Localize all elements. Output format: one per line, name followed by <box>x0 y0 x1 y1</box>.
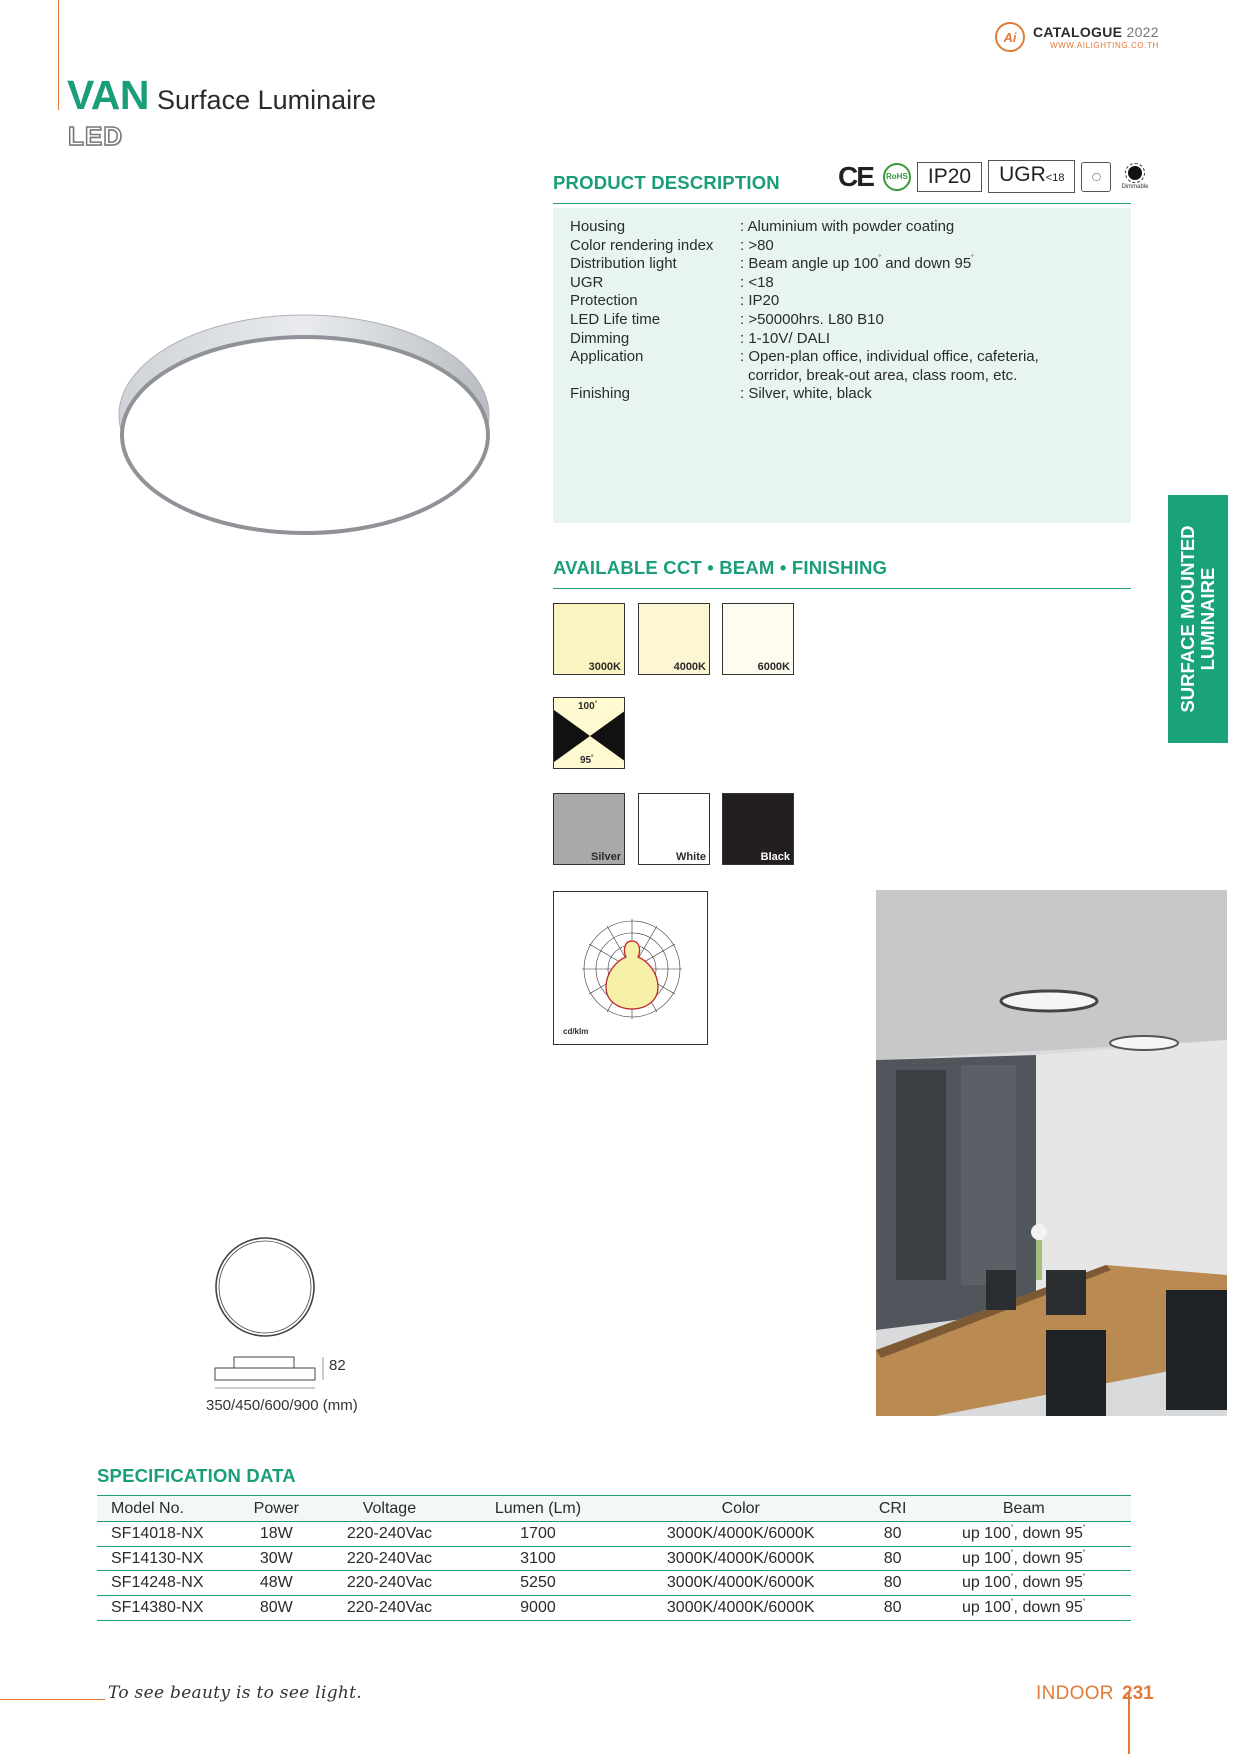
table-row: SF14130-NX 30W 220-240Vac 3100 3000K/4000K/6000K 80 up 100˚, down 95˚ <box>97 1546 1131 1571</box>
divider <box>553 203 1131 204</box>
dimmable-icon <box>1121 164 1148 190</box>
col-power: Power <box>237 1496 316 1522</box>
side-tab-line2: LUMINAIRE <box>1197 567 1218 671</box>
desc-row-distribution: Distribution light : Beam angle up 100˚ and down 95˚ <box>570 254 974 273</box>
ugr-main: UGR <box>999 163 1046 186</box>
col-cri: CRI <box>869 1496 917 1522</box>
available-options-title: AVAILABLE CCT • BEAM • FINISHING <box>553 557 888 578</box>
footer-tagline: To see beauty is to see light. <box>108 1683 362 1703</box>
brand-logo <box>995 22 1159 52</box>
desc-row-application-cont: corridor, break-out area, class room, etc. <box>748 366 1018 384</box>
application-room-photo <box>876 890 1227 1416</box>
table-row: SF14018-NX 18W 220-240Vac 1700 3000K/4000K/6000K 80 up 100˚, down 95˚ <box>97 1522 1131 1547</box>
desc-row-protection: Protection : IP20 <box>570 292 780 310</box>
logo-mark-icon: Ai <box>995 22 1025 52</box>
certification-icons <box>838 160 1148 193</box>
product-name: VAN <box>67 72 150 118</box>
driver-symbol-icon: ◯ <box>1081 162 1111 192</box>
beam-angle-diagram <box>553 697 625 769</box>
diameter-dimension: 350/450/600/900 (mm) <box>206 1397 358 1414</box>
table-header-row <box>97 1496 1131 1522</box>
cct-swatch-3000k: 3000K <box>553 603 625 675</box>
product-photo <box>115 310 493 540</box>
product-description-title: PRODUCT DESCRIPTION <box>553 172 780 193</box>
desc-row-cri: Color rendering index : >80 <box>570 236 774 254</box>
divider <box>553 588 1131 589</box>
finish-swatch-white: White <box>638 793 710 865</box>
col-voltage: Voltage <box>316 1496 464 1522</box>
col-lumen: Lumen (Lm) <box>463 1496 613 1522</box>
polar-light-distribution-diagram <box>553 891 708 1045</box>
ugr-badge <box>988 160 1075 193</box>
led-badge: LED <box>68 121 123 151</box>
accent-line-top <box>58 0 59 110</box>
side-tab-line1: SURFACE MOUNTED <box>1177 525 1198 713</box>
desc-row-application: Application : Open-plan office, individual office, cafeteria, <box>570 348 1039 366</box>
col-color: Color <box>613 1496 869 1522</box>
ce-mark-icon: CE <box>838 160 873 192</box>
table-row: SF14380-NX 80W 220-240Vac 9000 3000K/4000K/6000K 80 up 100˚, down 95˚ <box>97 1596 1131 1621</box>
desc-row-lifetime: LED Life time : >50000hrs. L80 B10 <box>570 310 884 328</box>
ip-rating-badge: IP20 <box>917 162 982 192</box>
polar-curve-graphic <box>554 892 707 1044</box>
description-panel <box>553 208 1131 523</box>
ugr-sub: <18 <box>1045 172 1065 184</box>
rohs-icon: RoHS <box>883 163 911 191</box>
dimension-drawing <box>195 1230 435 1420</box>
polar-unit-label: cd/klm <box>563 1027 589 1036</box>
col-model: Model No. <box>97 1496 237 1522</box>
product-subtitle: Surface Luminaire <box>157 85 377 115</box>
category-side-tab <box>1168 495 1228 743</box>
table-row: SF14248-NX 48W 220-240Vac 5250 3000K/4000K/6000K 80 up 100˚, down 95˚ <box>97 1571 1131 1596</box>
dimmable-label: Dimmable <box>1121 183 1149 190</box>
desc-row-dimming: Dimming : 1-10V/ DALI <box>570 329 831 347</box>
footer-section-label: INDOOR <box>1036 1683 1114 1704</box>
page-title <box>67 72 376 119</box>
catalogue-label: CATALOGUE <box>1033 24 1123 40</box>
spec-data-title: SPECIFICATION DATA <box>97 1465 296 1486</box>
page-number: 231 <box>1122 1683 1154 1704</box>
beam-down-label: 95˚ <box>580 754 594 766</box>
col-beam: Beam <box>917 1496 1131 1522</box>
desc-row-housing: Housing : Aluminium with powder coating <box>570 218 955 235</box>
cct-swatch-6000k: 6000K <box>722 603 794 675</box>
catalogue-year: 2022 <box>1126 24 1159 40</box>
height-dimension: 82 <box>329 1357 346 1374</box>
specification-table <box>97 1495 1131 1621</box>
website-url: WWW.AILIGHTING.CO.TH <box>1049 41 1159 50</box>
cct-swatch-4000k: 4000K <box>638 603 710 675</box>
footer-accent-line <box>0 1699 105 1700</box>
dimension-lines-graphic <box>195 1230 435 1420</box>
finish-swatch-black: Black <box>722 793 794 865</box>
desc-row-finishing: Finishing : Silver, white, black <box>570 385 872 403</box>
finish-swatch-silver: Silver <box>553 793 625 865</box>
desc-row-ugr: UGR : <18 <box>570 273 774 291</box>
beam-up-label: 100˚ <box>578 700 598 712</box>
